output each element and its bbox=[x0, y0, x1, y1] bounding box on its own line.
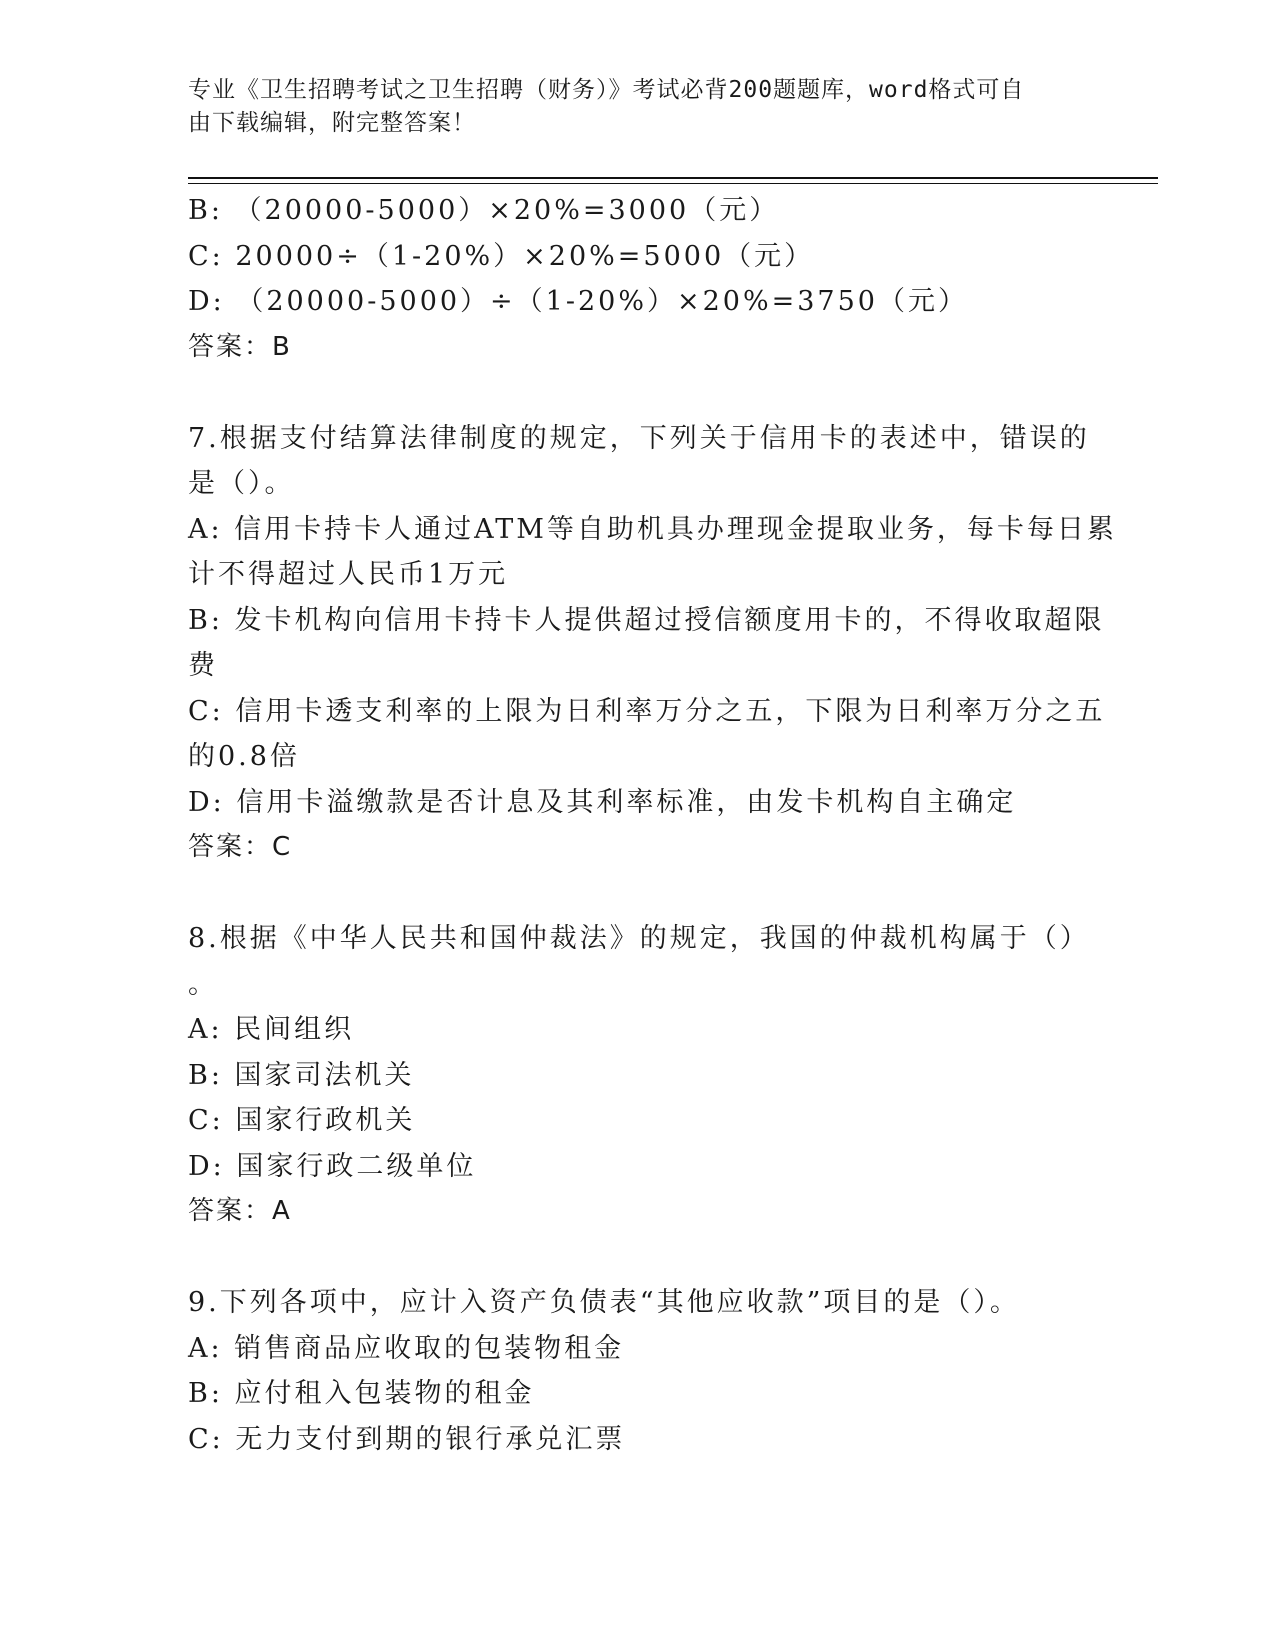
spacer bbox=[188, 1235, 1088, 1281]
q7-option-b-line-1: B: 发卡机构向信用卡持卡人提供超过授信额度用卡的，不得收取超限 bbox=[188, 604, 1105, 636]
question-8 bbox=[188, 916, 1088, 1235]
q7-option-c-line-1: C: 信用卡透支利率的上限为日利率万分之五，下限为日利率万分之五 bbox=[188, 695, 1106, 727]
q7-option-a-line-2: 计不得超过人民币1万元 bbox=[188, 559, 509, 590]
q7-option-b-line-2: 费 bbox=[188, 650, 218, 681]
question-6-tail bbox=[188, 188, 1088, 370]
q6-option-b: B: （20000-5000）×20%=3000（元） bbox=[188, 195, 780, 226]
q7-stem-line-2: 是（）。 bbox=[188, 468, 295, 499]
header-line-1: 专业《卫生招聘考试之卫生招聘（财务）》考试必背200题题库，word格式可自 bbox=[188, 77, 1025, 103]
q8-option-c: C: 国家行政机关 bbox=[188, 1105, 416, 1136]
q9-stem: 9.下列各项中，应计入资产负债表“其他应收款”项目的是（）。 bbox=[188, 1287, 1020, 1318]
q7-option-c-line-2: 的0.8倍 bbox=[188, 741, 300, 772]
q9-option-c: C: 无力支付到期的银行承兑汇票 bbox=[188, 1423, 626, 1455]
q7-option-d: D: 信用卡溢缴款是否计息及其利率标准，由发卡机构自主确定 bbox=[188, 786, 1017, 818]
document-header bbox=[188, 74, 1068, 140]
spacer bbox=[188, 370, 1088, 416]
q9-option-a: A: 销售商品应收取的包装物租金 bbox=[188, 1332, 625, 1364]
question-content bbox=[188, 188, 1117, 1462]
header-divider-thick bbox=[188, 177, 1158, 179]
q8-stem-line-2: 。 bbox=[188, 968, 218, 1000]
q8-option-d: D: 国家行政二级单位 bbox=[188, 1150, 477, 1182]
q8-answer: 答案：A bbox=[188, 1196, 292, 1226]
question-7 bbox=[188, 416, 1117, 871]
q6-option-c: C: 20000÷（1-20%）×20%=5000（元） bbox=[188, 240, 815, 272]
spacer bbox=[188, 871, 1088, 917]
q9-option-b: B: 应付租入包装物的租金 bbox=[188, 1378, 535, 1409]
q7-option-a-line-1: A: 信用卡持卡人通过ATM等自助机具办理现金提取业务，每卡每日累 bbox=[188, 513, 1117, 545]
header-divider-thin bbox=[188, 183, 1158, 184]
question-9 bbox=[188, 1280, 1088, 1462]
q6-answer: 答案：B bbox=[188, 331, 292, 362]
header-line-2: 由下载编辑，附完整答案！ bbox=[188, 110, 476, 136]
q8-option-a: A: 民间组织 bbox=[188, 1014, 355, 1045]
q6-option-d: D: （20000-5000）÷（1-20%）×20%=3750（元） bbox=[188, 286, 968, 317]
q8-stem-line-1: 8.根据《中华人民共和国仲裁法》的规定，我国的仲裁机构属于（） bbox=[188, 923, 1090, 954]
q7-stem-line-1: 7.根据支付结算法律制度的规定，下列关于信用卡的表述中，错误的 bbox=[188, 422, 1090, 454]
q8-option-b: B: 国家司法机关 bbox=[188, 1059, 415, 1091]
q7-answer: 答案：C bbox=[188, 832, 293, 862]
